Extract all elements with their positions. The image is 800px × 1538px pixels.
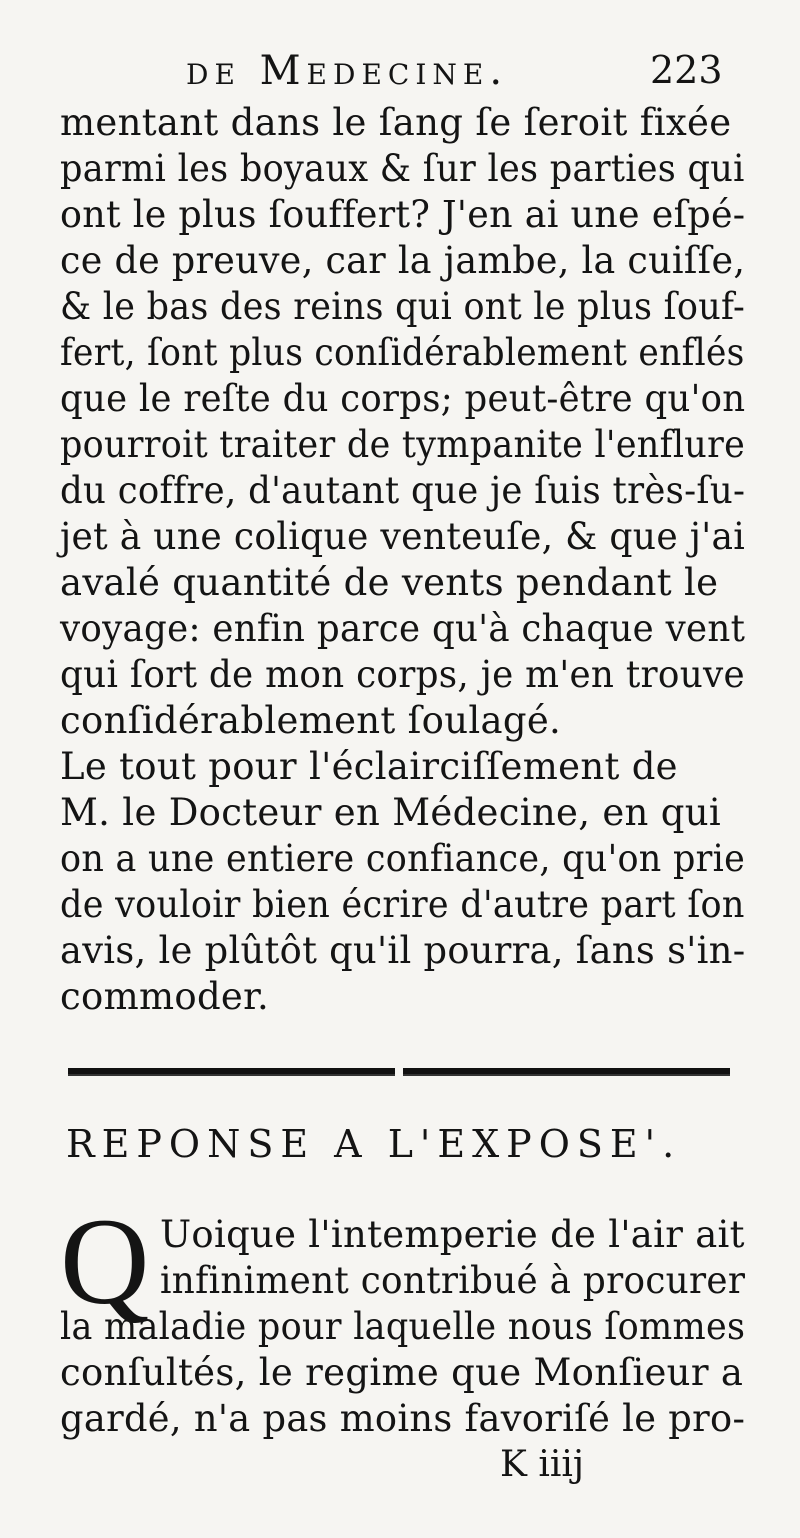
text-line: qui ſort de mon corps, je m'en trouve bbox=[60, 653, 745, 696]
running-header bbox=[0, 48, 800, 98]
text-line: ont le plus ſouffert? J'en ai une eſpé- bbox=[60, 193, 746, 236]
text-line: la maladie pour laquelle nous ſommes bbox=[60, 1305, 746, 1348]
text-line: pourroit traiter de tympanite l'enflure bbox=[60, 423, 746, 466]
section-divider-rule bbox=[68, 1068, 730, 1078]
text-line: mentant dans le ſang ſe ſeroit fixée bbox=[60, 101, 732, 144]
text-line: ce de preuve, car la jambe, la cuiſſe, bbox=[60, 239, 746, 282]
text-line: gardé, n'a pas moins favoriſé le pro- bbox=[60, 1397, 746, 1440]
text-line: Le tout pour l'éclairciſſement de bbox=[60, 745, 678, 788]
divider-right-bar bbox=[403, 1068, 730, 1076]
divider-left-bar bbox=[68, 1068, 395, 1076]
text-line: & le bas des reins qui ont le plus ſouf- bbox=[60, 285, 746, 328]
text-line: avalé quantité de vents pendant le bbox=[60, 561, 719, 604]
text-line: de vouloir bien écrire d'autre part ſon bbox=[60, 883, 745, 926]
section-heading: REPONSE A L'EXPOSE'. bbox=[66, 1122, 682, 1166]
text-line: parmi les boyaux & ſur les parties qui bbox=[60, 147, 745, 190]
text-line: M. le Docteur en Médecine, en qui bbox=[60, 791, 721, 834]
text-line: que le reſte du corps; peut-être qu'on bbox=[60, 377, 746, 420]
gathering-signature: K iiij bbox=[500, 1444, 585, 1485]
drop-cap-initial: Q bbox=[60, 1193, 150, 1330]
running-title: de Medecine. bbox=[186, 48, 509, 94]
text-line: avis, le plûtôt qu'il pourra, ſans s'in- bbox=[60, 929, 746, 972]
text-line: Uoique l'intemperie de l'air ait bbox=[160, 1213, 745, 1256]
text-line: commoder. bbox=[60, 975, 270, 1018]
text-line: jet à une colique venteuſe, & que j'ai bbox=[60, 515, 746, 558]
text-line: on a une entiere confiance, qu'on prie bbox=[60, 837, 746, 880]
text-line: infiniment contribué à procurer bbox=[160, 1259, 746, 1302]
text-line: conſidérablement ſoulagé. bbox=[60, 699, 562, 742]
text-line: fert, ſont plus conſidérablement enflés bbox=[60, 331, 745, 374]
text-line: du coffre, d'autant que je ſuis très-ſu- bbox=[60, 469, 746, 512]
text-line: voyage: enfin parce qu'à chaque vent bbox=[60, 607, 746, 650]
page-number: 223 bbox=[650, 48, 723, 92]
text-line: conſultés, le regime que Monſieur a bbox=[60, 1351, 744, 1394]
